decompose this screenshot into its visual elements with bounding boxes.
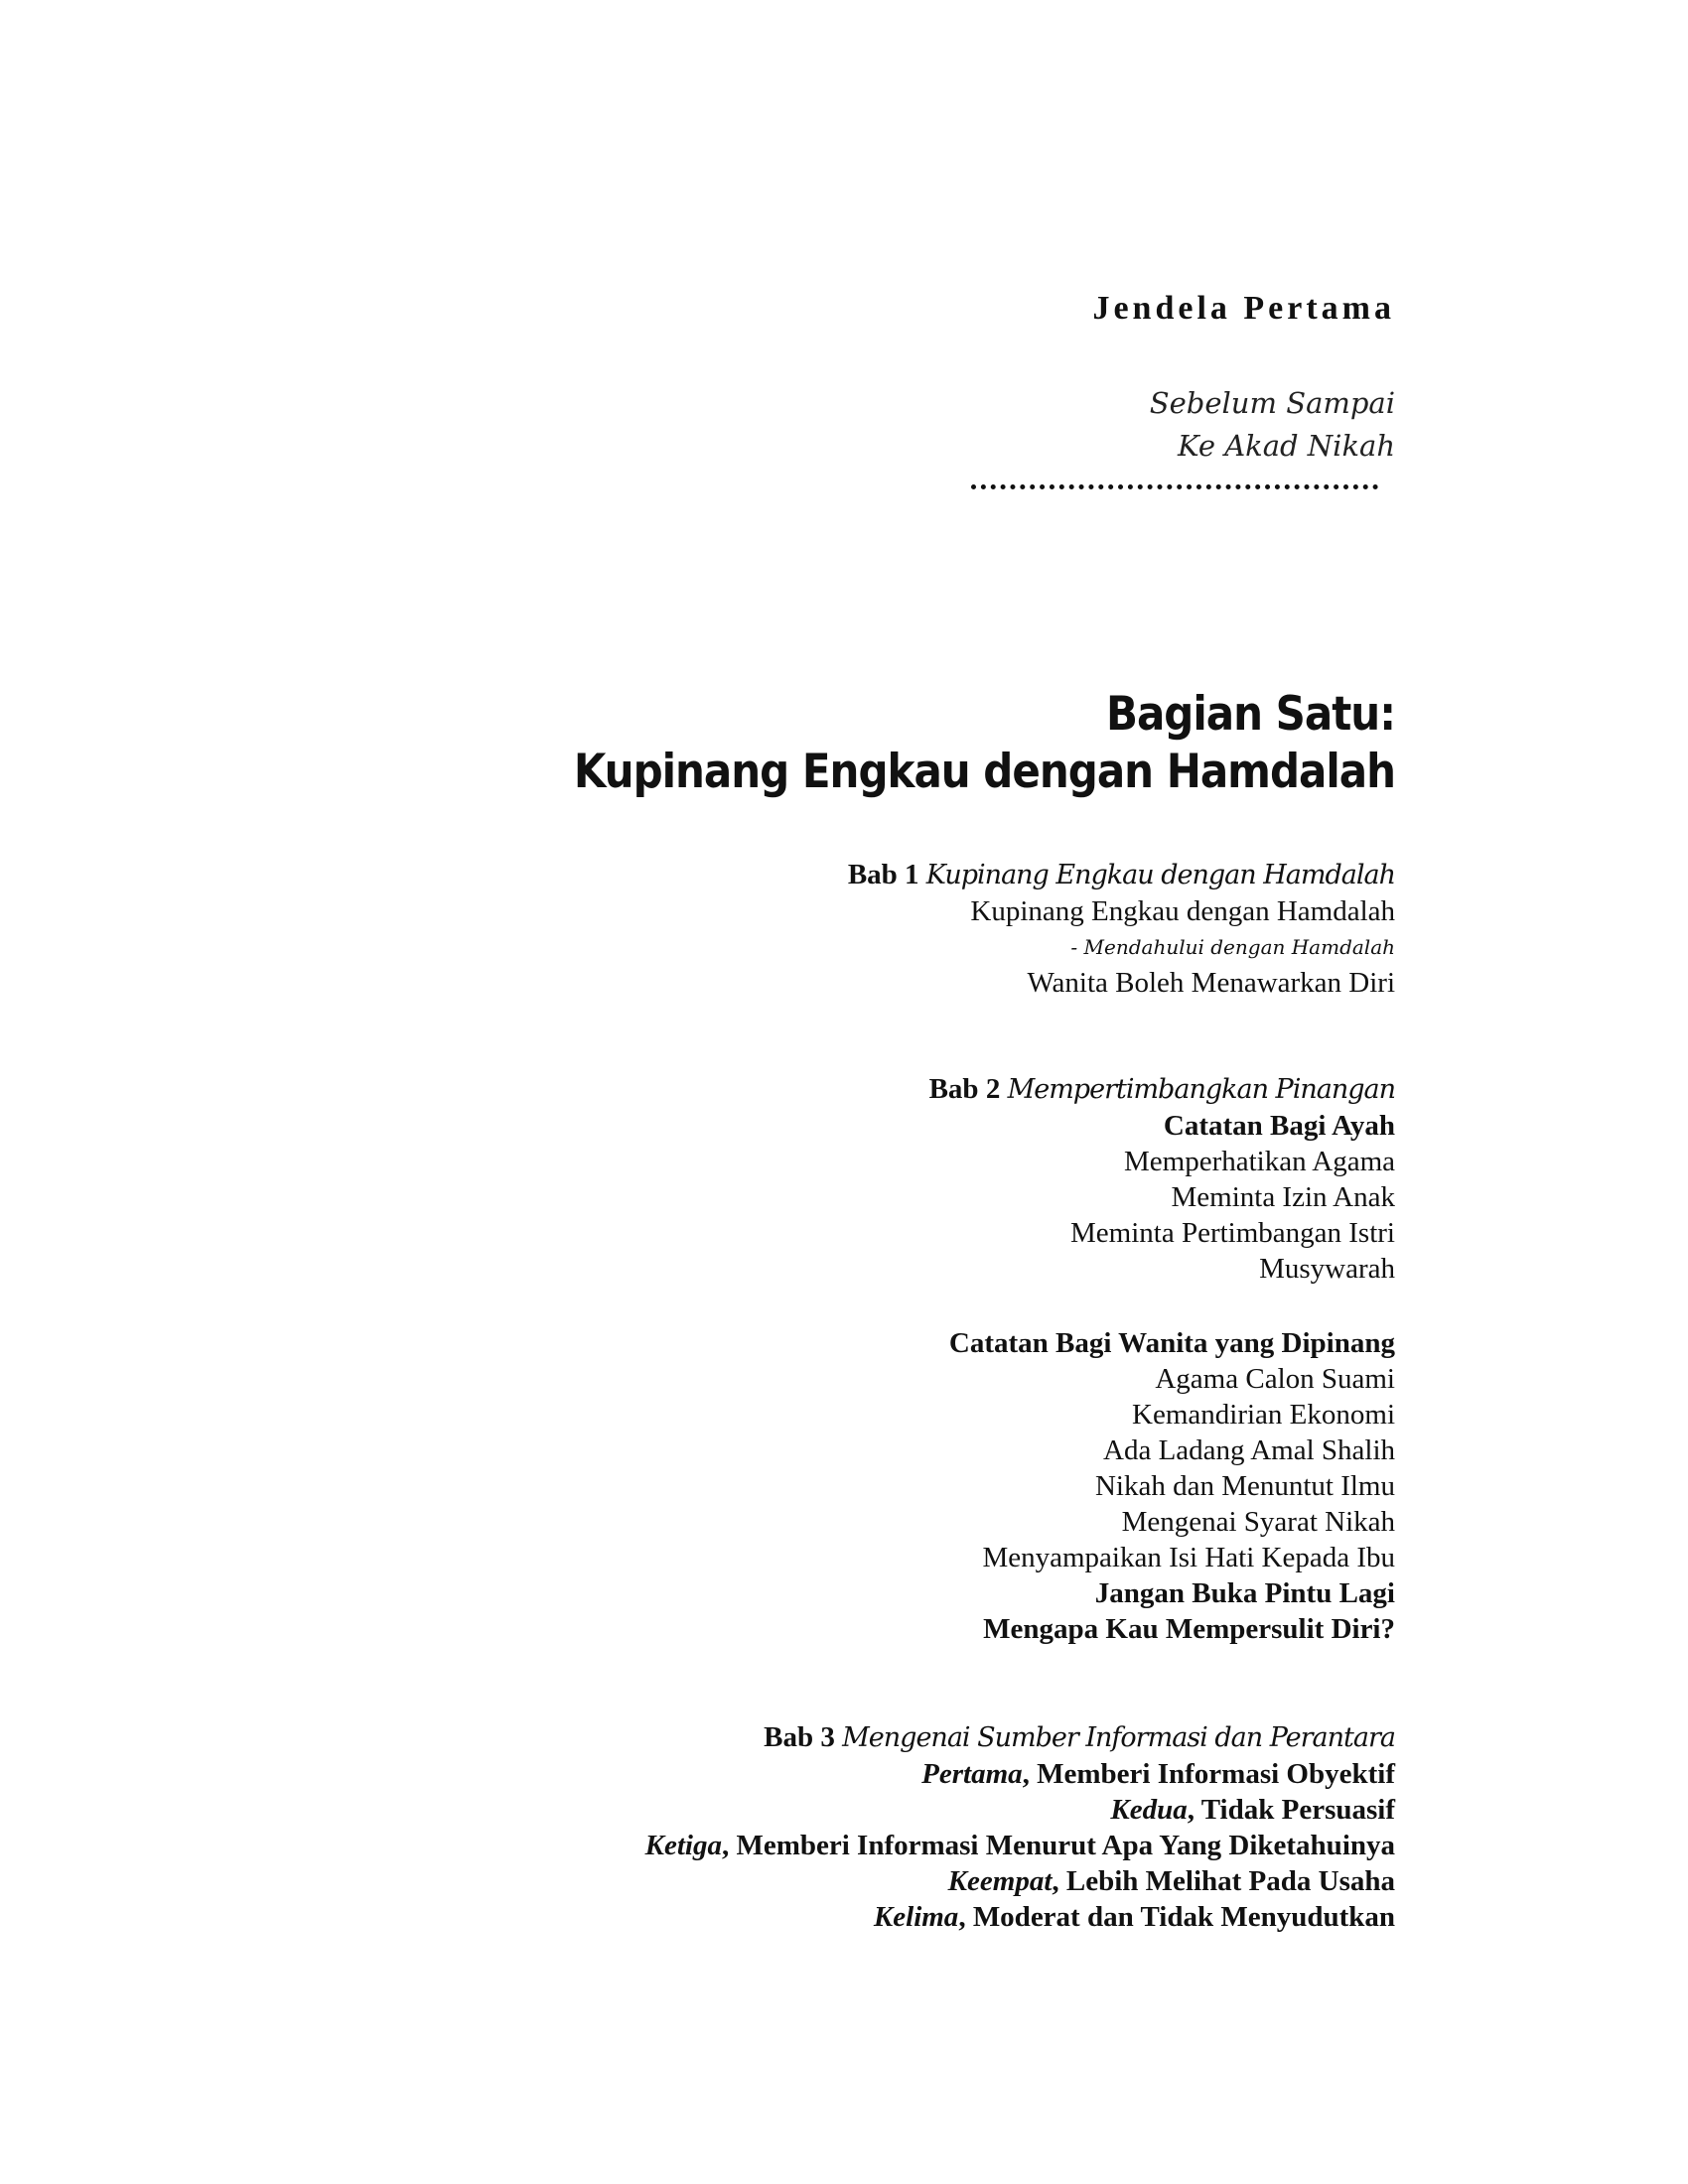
part-title xyxy=(574,685,1395,800)
section-item: Kemandirian Ekonomi xyxy=(1132,1399,1395,1431)
chapter-2-title: Mempertimbangkan Pinangan xyxy=(1007,1074,1395,1105)
section-heading: Catatan Bagi Ayah xyxy=(1163,1110,1395,1142)
chapter-3-number: Bab 3 xyxy=(764,1721,835,1753)
window-subtitle-line2: Ke Akad Nikah xyxy=(1177,429,1395,463)
item-text: , Memberi Informasi Menurut Apa Yang Diketahuinya xyxy=(721,1830,1395,1861)
ordinal: Ketiga xyxy=(644,1830,722,1861)
section-item: Nikah dan Menuntut Ilmu xyxy=(1094,1470,1395,1502)
part-title-line1: Bagian Satu: xyxy=(1105,686,1395,741)
ordinal: Kelima xyxy=(873,1901,959,1933)
item-text: , Lebih Melihat Pada Usaha xyxy=(1052,1865,1395,1897)
section-item: Mengenai Syarat Nikah xyxy=(1121,1506,1395,1538)
chapter-3-item xyxy=(645,1792,1395,1828)
chapter-3-item xyxy=(645,1863,1395,1899)
chapter-1-item: Wanita Boleh Menawarkan Diri xyxy=(1027,967,1395,999)
chapter-1-item: Kupinang Engkau dengan Hamdalah xyxy=(970,895,1395,927)
window-subtitle-line1: Sebelum Sampai xyxy=(1149,386,1395,420)
section-item: Agama Calon Suami xyxy=(1155,1363,1395,1395)
chapter-3 xyxy=(645,1719,1395,1935)
part-title-line2: Kupinang Engkau dengan Hamdalah xyxy=(573,744,1395,799)
chapter-3-heading xyxy=(645,1719,1395,1756)
chapter-1-title: Kupinang Engkau dengan Hamdalah xyxy=(925,860,1395,890)
section-item-bold: Mengapa Kau Mempersulit Diri? xyxy=(983,1613,1395,1645)
ordinal: Pertama xyxy=(921,1758,1023,1790)
chapter-1 xyxy=(848,857,1395,1001)
section-item: Meminta Izin Anak xyxy=(1171,1181,1395,1213)
ordinal: Keempat xyxy=(947,1865,1053,1897)
chapter-2 xyxy=(929,1071,1395,1287)
chapter-3-title: Mengenai Sumber Informasi dan Perantara xyxy=(842,1722,1395,1753)
chapter-2-heading xyxy=(929,1071,1395,1108)
chapter-1-heading xyxy=(848,857,1395,893)
chapter-1-subitem: - Mendahului dengan Hamdalah xyxy=(1070,935,1395,959)
dotted-divider xyxy=(971,475,1378,489)
section-item: Meminta Pertimbangan Istri xyxy=(1070,1217,1395,1249)
section-item-bold: Jangan Buka Pintu Lagi xyxy=(1094,1577,1395,1609)
section-item: Memperhatikan Agama xyxy=(1124,1146,1395,1177)
item-text: , Tidak Persuasif xyxy=(1187,1794,1395,1826)
chapter-1-number: Bab 1 xyxy=(847,859,919,890)
chapter-3-item xyxy=(645,1899,1395,1935)
chapter-2-number: Bab 2 xyxy=(928,1073,1001,1105)
ordinal: Kedua xyxy=(1110,1794,1188,1826)
section-item: Menyampaikan Isi Hati Kepada Ibu xyxy=(982,1542,1395,1573)
section-item: Musywarah xyxy=(1259,1253,1395,1285)
item-text: , Moderat dan Tidak Menyudutkan xyxy=(958,1901,1395,1933)
window-title: Jendela Pertama xyxy=(1092,290,1395,327)
chapter-3-item xyxy=(645,1828,1395,1863)
chapter-2-section-2 xyxy=(949,1325,1395,1647)
chapter-3-item xyxy=(645,1756,1395,1792)
section-item: Ada Ladang Amal Shalih xyxy=(1103,1434,1395,1466)
item-text: , Memberi Informasi Obyektif xyxy=(1022,1758,1395,1790)
section-heading: Catatan Bagi Wanita yang Dipinang xyxy=(948,1327,1395,1359)
window-subtitle xyxy=(1150,382,1395,468)
